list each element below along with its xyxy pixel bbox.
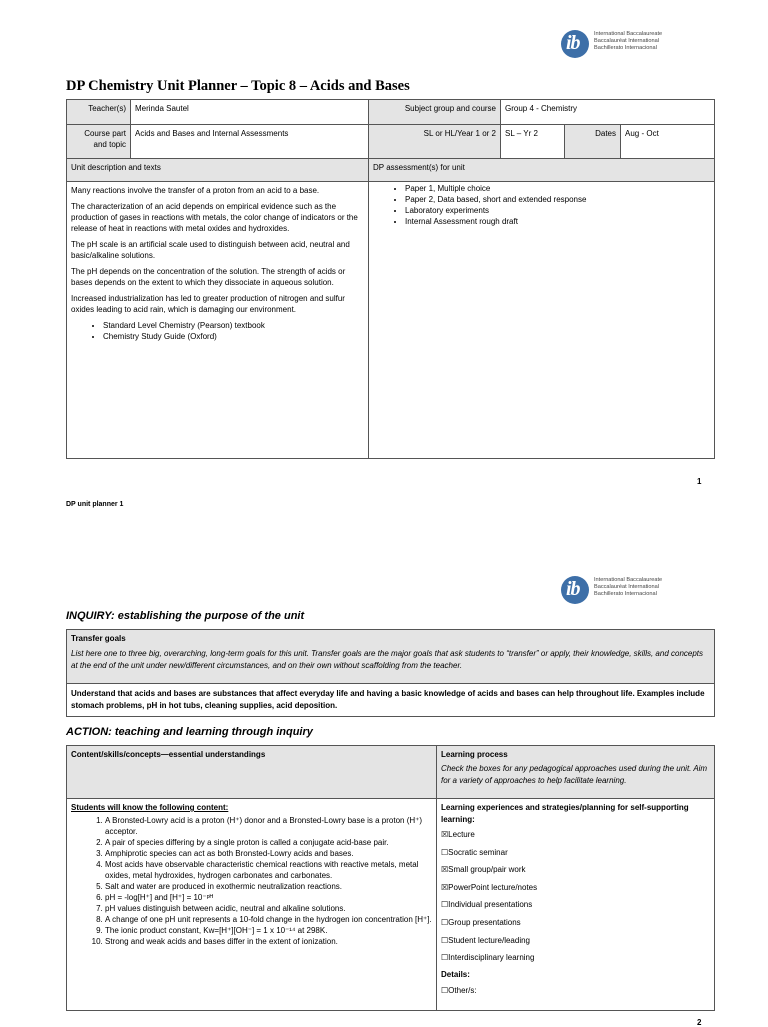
assessments-label: DP assessment(s) for unit	[369, 159, 715, 182]
learning-process-cell	[437, 746, 715, 799]
individual-presentations-checkbox[interactable]: ☐Individual presentations	[441, 900, 533, 910]
page-title: DP Chemistry Unit Planner – Topic 8 – Acids and Bases	[66, 78, 410, 94]
unit-planner-table	[66, 99, 715, 459]
teacher-label: Teacher(s)	[67, 100, 131, 125]
content-item: 5. Salt and water are produced in exothermic neutralization reactions.	[105, 881, 432, 892]
assessments-cell	[369, 182, 715, 459]
lecture-checkbox[interactable]: ☒Lecture	[441, 830, 475, 839]
details-label: Details:	[441, 969, 470, 979]
level-label: SL or HL/Year 1 or 2	[369, 125, 501, 159]
dates-label: Dates	[565, 125, 621, 159]
ib-logo	[561, 576, 671, 608]
content-item: 6. pH = -log[H⁺] and [H⁺] = 10⁻ᵖᴴ	[105, 892, 432, 903]
content-label: Content/skills/concepts—essential understandings	[67, 746, 437, 799]
content-item: 3. Amphiprotic species can act as both Bronsted-Lowry acids and bases.	[105, 848, 432, 859]
unit-description-label: Unit description and texts	[67, 159, 369, 182]
assessment-item: • Internal Assessment rough draft	[405, 216, 710, 227]
action-table	[66, 745, 715, 1011]
powerpoint-checkbox[interactable]: ☒PowerPoint lecture/notes	[441, 882, 538, 892]
texts-list	[71, 320, 364, 342]
ib-logo-mark: ib	[561, 576, 589, 604]
content-item: 7. pH values distinguish between acidic, neutral and alkaline solutions.	[105, 903, 432, 914]
description-paragraph: The pH depends on the concentration of the solution. The strength of acids or bases depends on the extent to which they dissociate in aqueous solution.	[71, 267, 346, 287]
small-group-checkbox[interactable]: ☒Small group/pair work	[441, 865, 526, 875]
ib-logo	[561, 30, 671, 62]
content-item: 9. The ionic product constant, Kw=[H⁺][OH⁻] = 1 x 10⁻¹⁴ at 298K.	[105, 925, 432, 936]
unit-description-cell	[67, 182, 369, 459]
strategies-cell	[437, 799, 715, 1011]
inquiry-table	[66, 629, 715, 717]
text-item: • Chemistry Study Guide (Oxford)	[103, 331, 364, 342]
dates-value: Aug - Oct	[621, 125, 715, 159]
content-list	[71, 815, 432, 947]
assessment-item: • Paper 2, Data based, short and extended response	[405, 194, 710, 205]
content-item: 2. A pair of species differing by a single proton is called a conjugate acid-base pair.	[105, 837, 432, 848]
page-footer: DP unit planner 1	[66, 501, 124, 508]
description-paragraph: The pH scale is an artificial scale used to distinguish between acid, neutral and basic/alkaline solutions.	[71, 240, 350, 260]
description-paragraph: Increased industrialization has led to greater production of nitrogen and sulfur oxides leading to acid rain, which is damaging our environment.	[71, 294, 345, 314]
logo-line: International Baccalaureate	[594, 31, 663, 37]
transfer-goals-instructions: List here one to three big, overarching, long-term goals for this unit. Transfer goals are the major goals that ask students to “transfer” or apply, their knowledge, skills, and concepts at the end of the unit under new/different circumstances, and on their own without scaffolding from the teacher.	[71, 649, 704, 670]
course-part-label: Course part and topic	[67, 125, 131, 159]
student-lecture-checkbox[interactable]: ☐Student lecture/leading	[441, 935, 531, 945]
students-know-label: Students will know the following content:	[71, 803, 229, 812]
teacher-value: Merinda Sautel	[131, 100, 369, 125]
other-checkbox[interactable]: ☐Other/s:	[441, 985, 477, 995]
inquiry-heading: INQUIRY: establishing the purpose of the unit	[66, 610, 305, 622]
description-paragraph: Many reactions involve the transfer of a proton from an acid to a base.	[71, 186, 320, 195]
logo-line: International Baccalaureate	[594, 577, 663, 583]
text-item: • Standard Level Chemistry (Pearson) textbook	[103, 320, 364, 331]
content-item: 1. A Bronsted-Lowry acid is a proton (H⁺) donor and a Bronsted-Lowry base is a proton (H⁺) acceptor.	[105, 815, 432, 837]
logo-line: Bachillerato Internacional	[594, 45, 657, 51]
content-cell	[67, 799, 437, 1011]
strategies-label: Learning experiences and strategies/planning for self-supporting learning:	[441, 803, 689, 824]
content-item: 4. Most acids have observable characteristic chemical reactions with reactive metals, metal oxides, metal hydroxides, hydrogen carbonates and carbonates.	[105, 859, 432, 881]
description-paragraph: The characterization of an acid depends on empirical evidence such as the production of gases in reactions with metals, the color change of indicators or the release of heat in reactions with metal oxides and hydroxides.	[71, 202, 358, 233]
logo-line: Baccalauréat International	[594, 584, 659, 590]
transfer-goals-label: Transfer goals	[71, 634, 126, 643]
level-value: SL – Yr 2	[501, 125, 565, 159]
content-item: 8. A change of one pH unit represents a 10-fold change in the hydrogen ion concentration [H⁺].	[105, 914, 432, 925]
interdisciplinary-checkbox[interactable]: ☐Interdisciplinary learning	[441, 953, 535, 963]
assessment-item: • Laboratory experiments	[405, 205, 710, 216]
content-item: 10. Strong and weak acids and bases differ in the extent of ionization.	[105, 936, 432, 947]
page-number: 2	[697, 1018, 702, 1027]
transfer-goal-text: Understand that acids and bases are substances that affect everyday life and having a basic knowledge of acids and bases can help throughout life. Examples include stomach problems, pH in hot tubs, cleaning supplies, acid deposition.	[67, 684, 715, 717]
logo-line: Baccalauréat International	[594, 38, 659, 44]
ib-logo-mark: ib	[561, 30, 589, 58]
course-part-value: Acids and Bases and Internal Assessments	[131, 125, 369, 159]
subject-label: Subject group and course	[369, 100, 501, 125]
page-number: 1	[697, 477, 702, 486]
group-presentations-checkbox[interactable]: ☐Group presentations	[441, 917, 521, 927]
logo-line: Bachillerato Internacional	[594, 591, 657, 597]
learning-process-instructions: Check the boxes for any pedagogical approaches used during the unit. Aim for a variety of approaches to help facilitate learning.	[441, 764, 708, 785]
subject-value: Group 4 - Chemistry	[501, 100, 715, 125]
assessment-item: • Paper 1, Multiple choice	[405, 183, 710, 194]
assessment-list	[373, 183, 710, 227]
transfer-goals-cell	[67, 630, 715, 684]
learning-process-label: Learning process	[441, 750, 508, 759]
socratic-seminar-checkbox[interactable]: ☐Socratic seminar	[441, 847, 508, 857]
action-heading: ACTION: teaching and learning through inquiry	[66, 726, 313, 738]
